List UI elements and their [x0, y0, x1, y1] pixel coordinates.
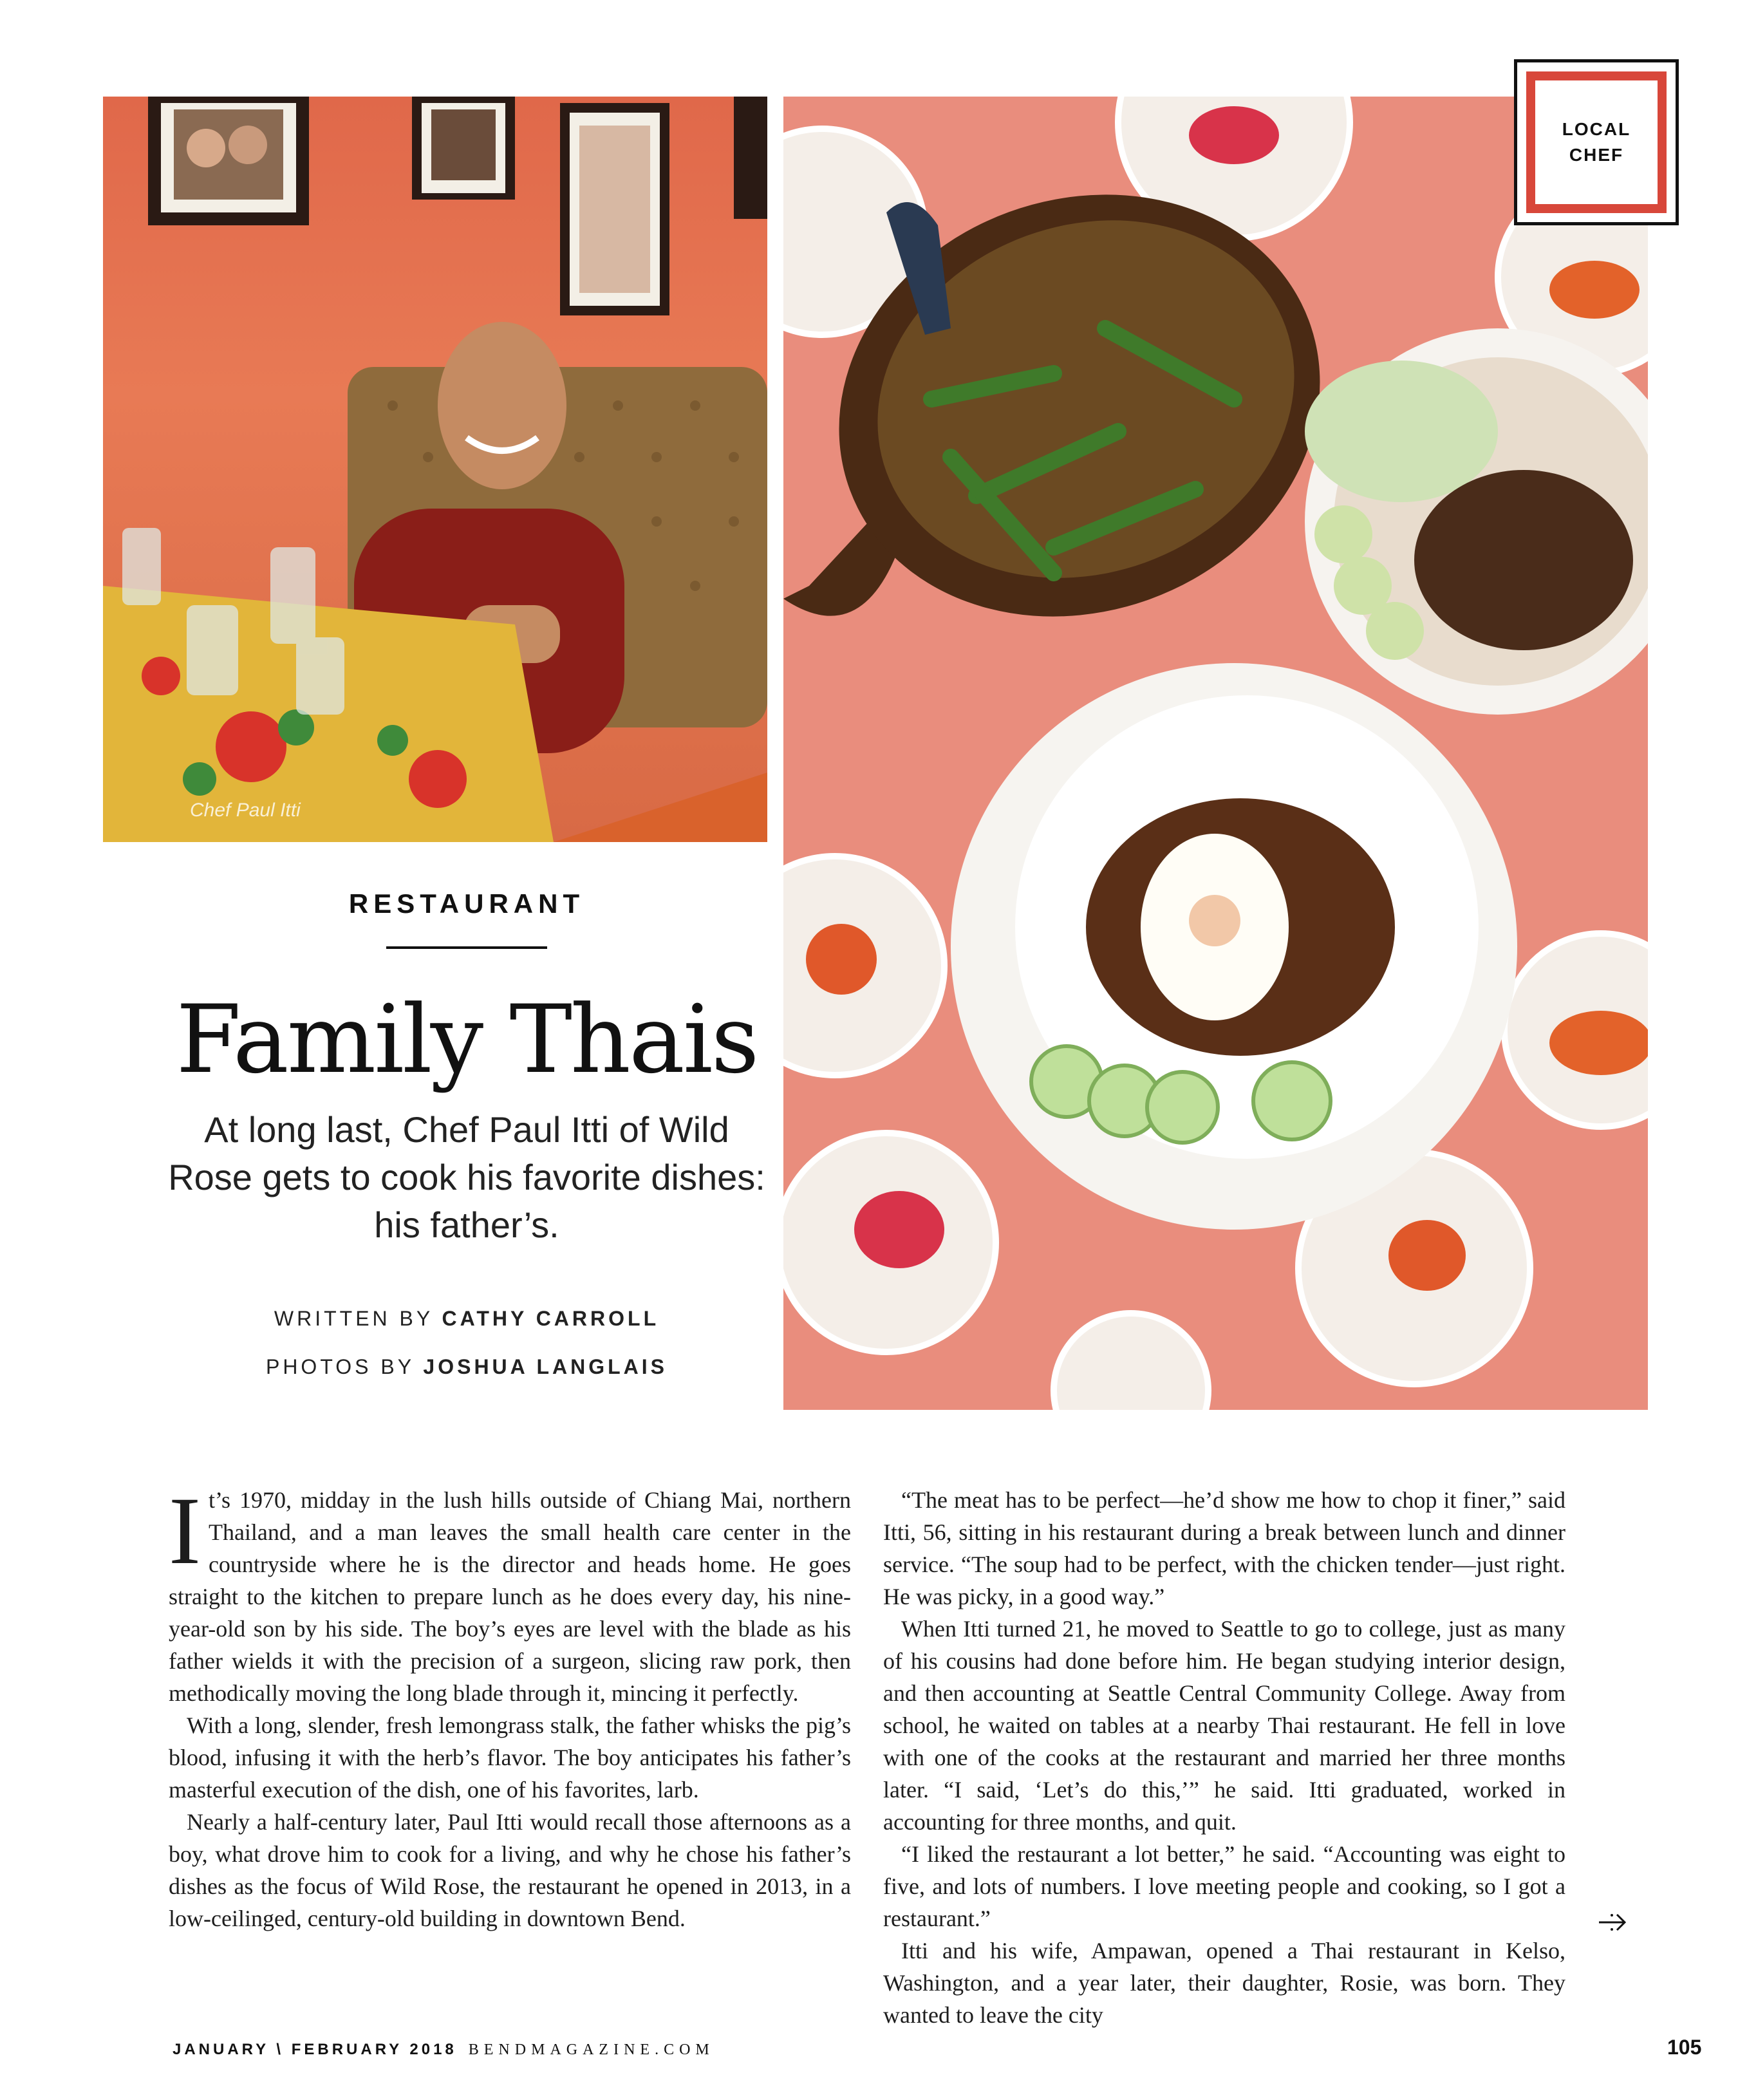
body-paragraph: Itti and his wife, Ampawan, opened a Thai restaurant in Kelso, Washington, and a year later, their daughter, Rosie, was born. They wanted to leave the city — [883, 1938, 1565, 2028]
food-photo-illustration — [783, 97, 1648, 1410]
byline-writer-label: WRITTEN BY — [274, 1307, 433, 1330]
chef-photo-illustration — [103, 97, 767, 842]
byline-photographer-name: JOSHUA LANGLAIS — [423, 1355, 668, 1378]
section-badge-text: LOCAL CHEF — [1562, 119, 1631, 165]
footer-site: BENDMAGAZINE.COM — [468, 2041, 715, 2058]
article-dek: At long last, Chef Paul Itti of Wild Rose gets to cook his favorite dishes: his father’s. — [168, 1109, 765, 1245]
body-paragraph: “The meat has to be perfect—he’d show me how to chop it finer,” said Itti, 56, sitting in his restaurant during a break between lunch and dinner service. “The soup had to be perfect, with the chicken tender—just right. He was picky, in a good way.” — [883, 1487, 1565, 1609]
section-badge — [1514, 59, 1679, 225]
chef-photo-caption: Chef Paul Itti — [190, 800, 301, 821]
section-badge-frame — [1526, 71, 1667, 213]
body-paragraph: It’s 1970, midday in the lush hills outside of Chiang Mai, northern Thailand, and a man leaves the small health care center in the countryside where he is the director and heads home. He goes straight to the kitchen to prepare lunch as he does every day, his nine-year-old son by his side. The boy’s eyes are level with the blade as his father wields it with the precision of a surgeon, slicing raw pork, then methodically moving the long blade through it, mincing it perfectly. — [169, 1477, 851, 1706]
section-label: RESTAURANT — [348, 888, 585, 919]
body-column-left — [169, 1477, 851, 1935]
body-paragraph: “I liked the restaurant a lot better,” he said. “Accounting was eight to five, and lots of numbers. I love meeting people and cooking, so I got a restaurant.” — [883, 1841, 1565, 1931]
footer-issue: JANUARY \ FEBRUARY 2018 — [173, 2041, 457, 2058]
byline-writer-name: CATHY CARROLL — [442, 1307, 660, 1330]
byline-writer — [103, 1307, 830, 1331]
byline-photographer — [103, 1355, 830, 1379]
drop-cap: I — [169, 1477, 201, 1584]
article-headline: Family Thais — [176, 985, 758, 1094]
footer-issue-line — [173, 2041, 715, 2059]
continue-arrow-icon — [1596, 1909, 1629, 1935]
section-divider — [386, 946, 547, 949]
body-paragraph: With a long, slender, fresh lemongrass stalk, the father whisks the pig’s blood, infusing it with the herb’s flavor. The boy anticipates his father’s masterful execution of the dish, one of his favorites, larb. — [169, 1712, 851, 1803]
chef-photo — [103, 97, 767, 842]
byline-photographer-label: PHOTOS BY — [265, 1355, 415, 1378]
body-column-right — [883, 1484, 1565, 2031]
body-paragraph: Nearly a half-century later, Paul Itti would recall those afternoons as a boy, what drove him to cook for a living, and why he chose his father’s dishes as the focus of Wild Rose, the restaurant he opened in 2013, in a low-ceilinged, century-old building in downtown Bend. — [169, 1809, 851, 1931]
page-number: 105 — [1667, 2036, 1702, 2059]
body-paragraph: When Itti turned 21, he moved to Seattle to go to college, just as many of his cousins had done before him. He began studying interior design, and then accounting at Seattle Central Community College. Away from school, he waited on tables at a nearby Thai restaurant. He fell in love with one of the cooks at the restaurant and married her three months later. “I said, ‘Let’s do this,’” he said. Itti graduated, worked in accounting for three months, and quit. — [883, 1616, 1565, 1835]
food-photo — [783, 97, 1648, 1410]
